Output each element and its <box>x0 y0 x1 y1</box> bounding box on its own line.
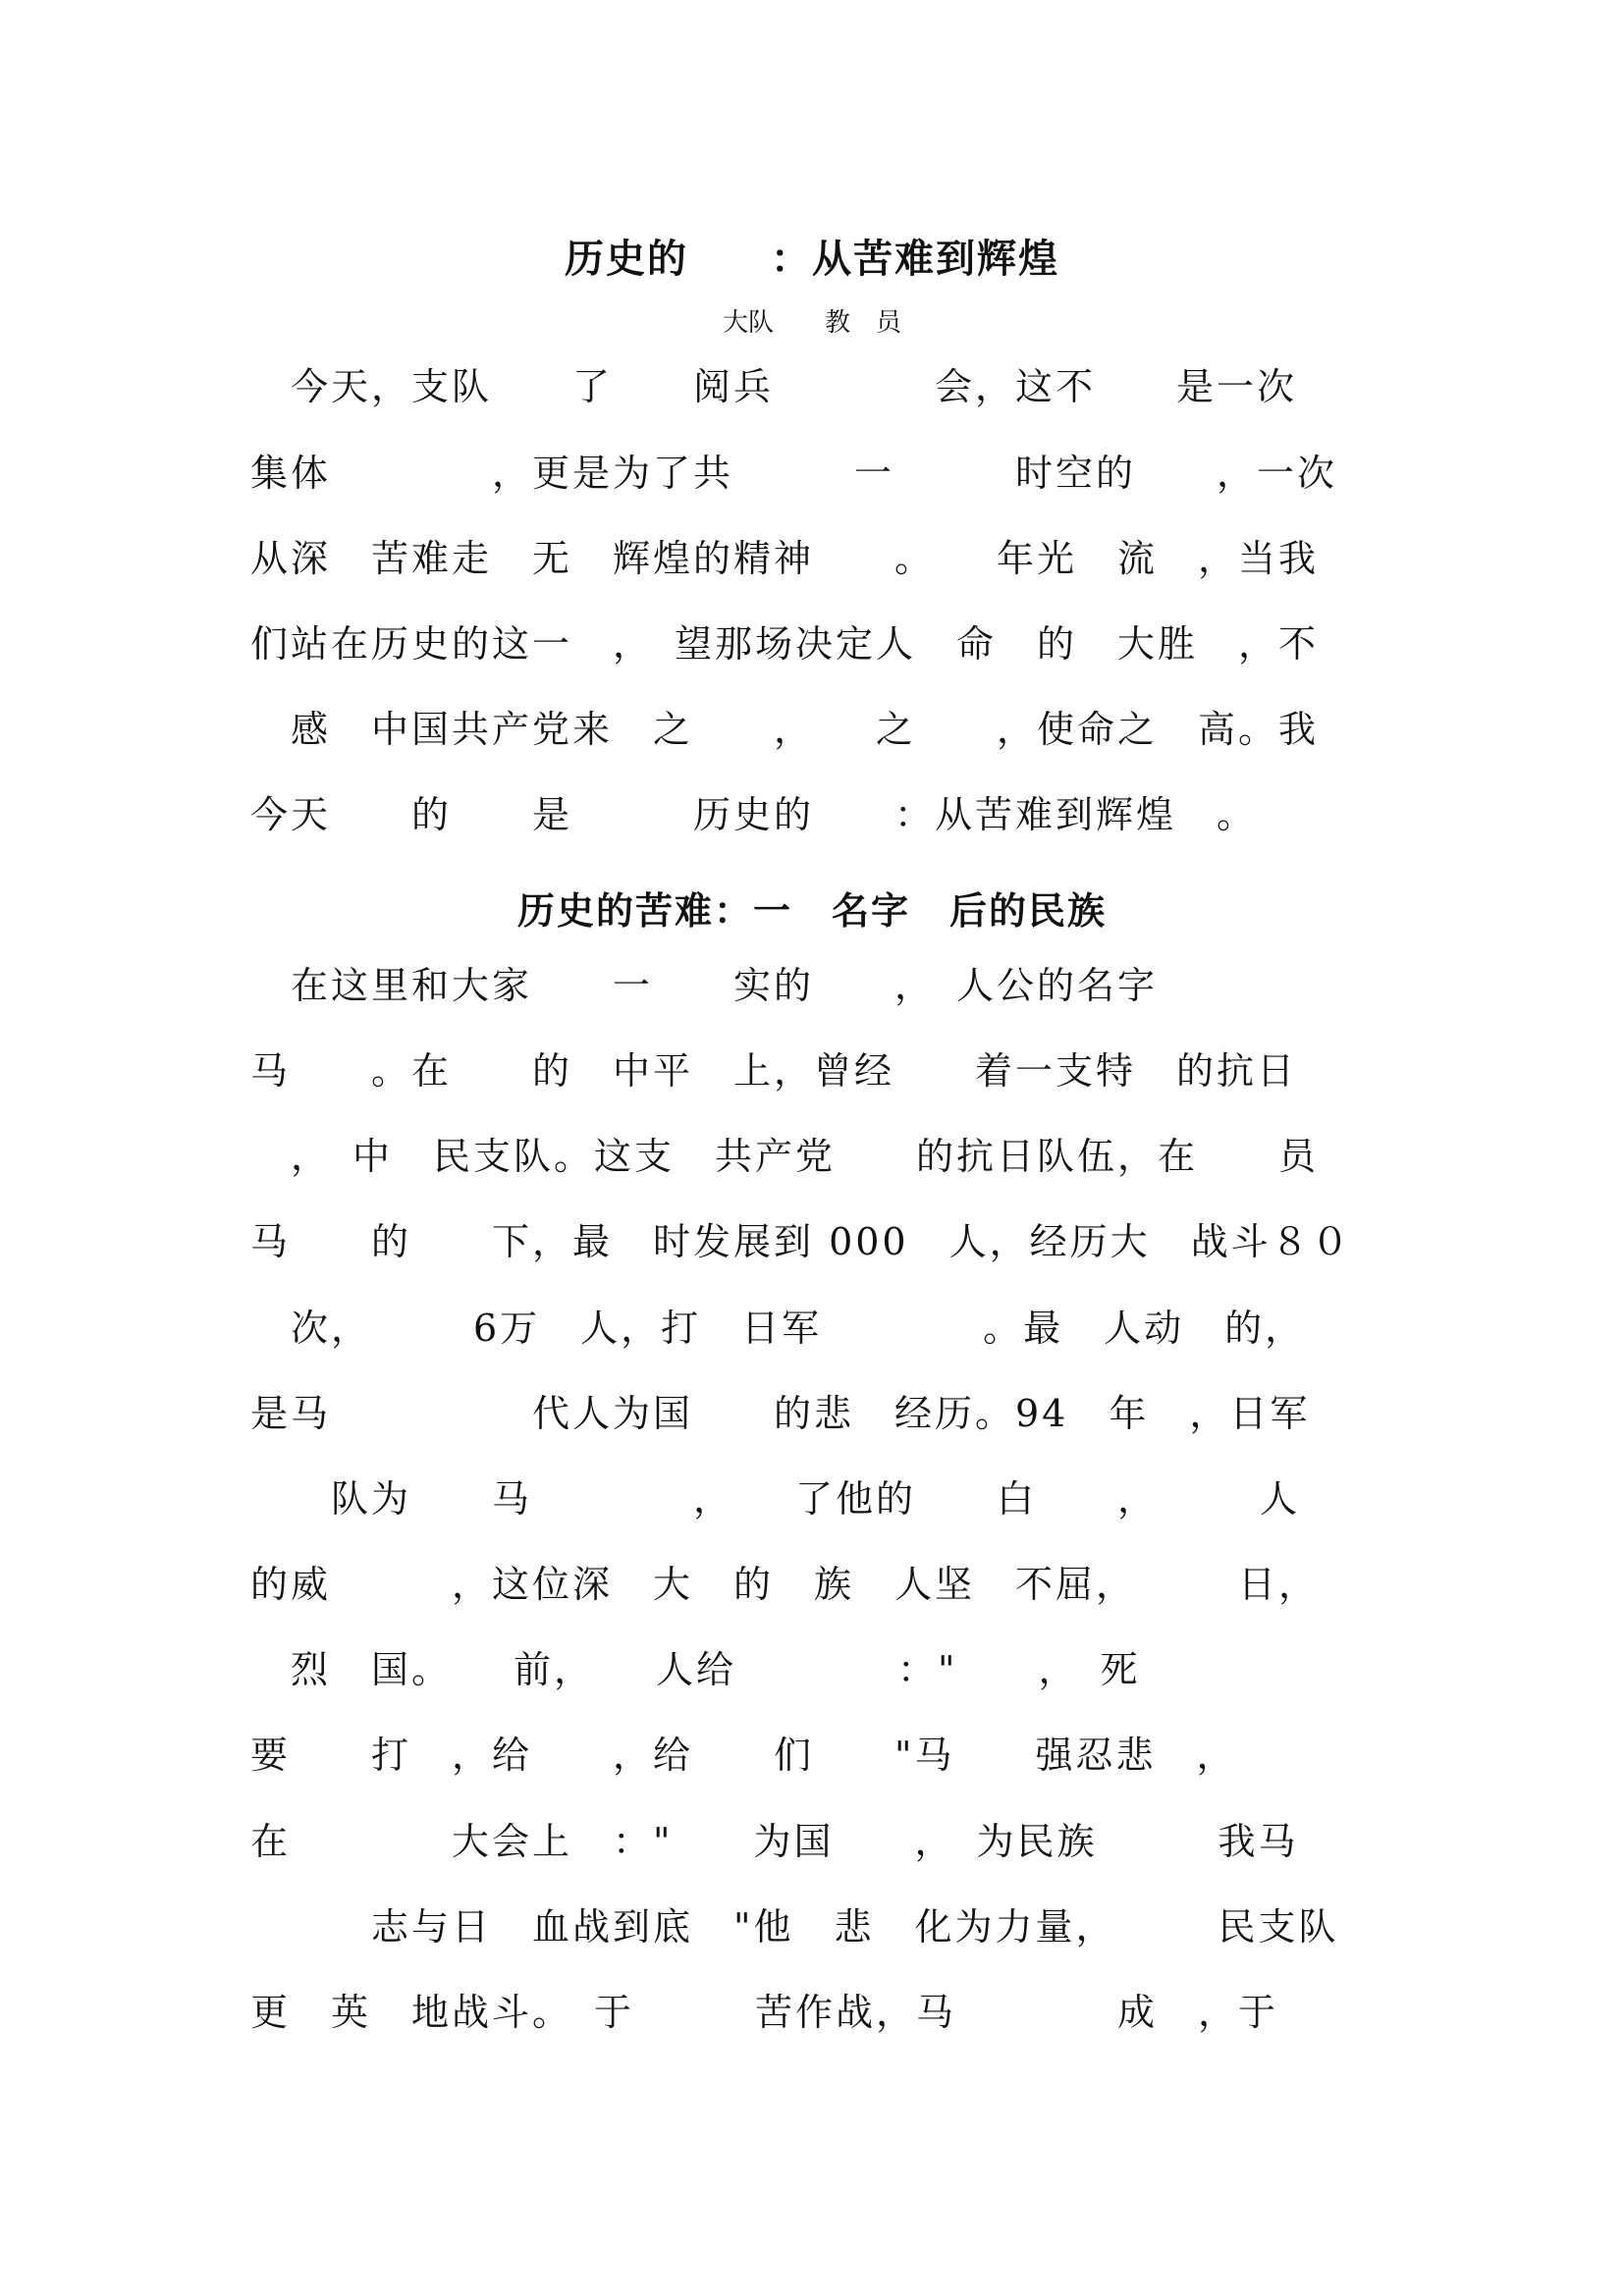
paragraph-line: 在 大会上 ：" 为国 ， 为民族 我马 <box>250 1820 1299 1863</box>
paragraph-line: ， 中 民支队。这支 共产党 的抗日队伍，在 员 <box>250 1135 1320 1178</box>
paragraph-line: 的威 ，这位深 大 的 族 人坚 不屈， 日， <box>250 1563 1320 1606</box>
paragraph-line: 次， 6万 人，打 日军 。最 人动 的， <box>250 1307 1306 1350</box>
section-heading: 历史的苦难：一 名字 后的民族 <box>516 888 1107 933</box>
paragraph-line: 更 英 地战斗。 于 苦作战，马 成 ，于 <box>250 1991 1279 2034</box>
paragraph-line: 们站在历史的这一 ， 望那场决定人 命 的 大胜 ，不 <box>250 622 1320 666</box>
paragraph-line: 马 的 下，最 时发展到 000 人，经历大 战斗８０ <box>250 1220 1352 1263</box>
author-byline: 大队 教 员 <box>722 308 901 338</box>
paragraph-line: 集体 ，更是为了共 一 时空的 ，一次 <box>250 452 1338 495</box>
paragraph-line: 烈 国。 前， 人给 ：" ， 死 <box>250 1648 1141 1691</box>
paragraph-line: 在这里和大家 一 实的 ， 人公的名字 <box>250 964 1159 1007</box>
document-title: 历史的 ：从苦难到辉煌 <box>565 236 1059 282</box>
paragraph-line: 今天 的 是 历史的 ：从苦难到辉煌 。 <box>250 793 1258 836</box>
paragraph-line: 马 。在 的 中平 上，曾经 着一支特 的抗日 <box>250 1049 1298 1093</box>
paragraph-line: 从深 苦难走 无 辉煌的精神 。 年光 流 ，当我 <box>250 537 1320 580</box>
paragraph-line: 感 中国共产党来 之 ， 之 ，使命之 高。我 <box>250 708 1320 751</box>
paragraph-line: 今天，支队 了 阅兵 会，这不 是一次 <box>250 365 1298 408</box>
paragraph-line: 是马 代人为国 的悲 经历。94 年 ，日军 <box>250 1392 1311 1435</box>
paragraph-line: 要 打 ，给 ，给 们 "马 强忍悲 ， <box>250 1734 1237 1777</box>
paragraph-line: 志与日 血战到底 "他 悲 化为力量， 民支队 <box>250 1905 1339 1949</box>
paragraph-line: 队为 马 ， 了他的 白 ， 人 <box>250 1477 1301 1521</box>
